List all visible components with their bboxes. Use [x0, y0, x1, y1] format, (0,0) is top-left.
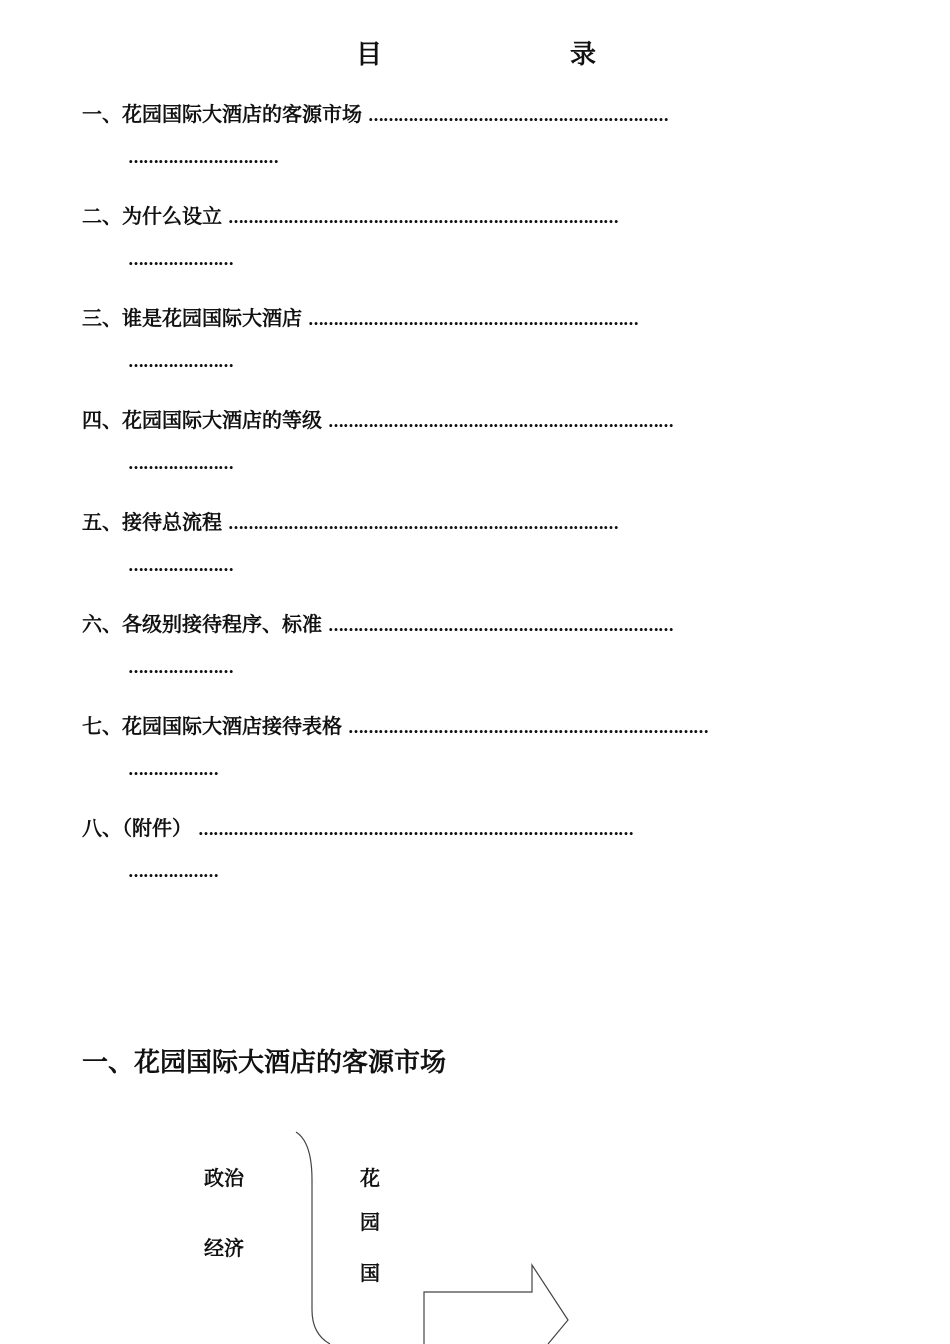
diagram-item-economy: 经济	[204, 1236, 244, 1260]
toc-entry[interactable]	[0, 812, 950, 912]
diagram-shapes	[0, 1120, 950, 1344]
toc-entry-line	[82, 404, 860, 434]
toc-entry-line	[82, 608, 860, 638]
toc-title	[0, 30, 950, 74]
toc-leader-dots: ……………………………………………………………………………	[198, 820, 633, 839]
toc-title-char-1: 目	[356, 40, 383, 70]
toc-entry-label: 五、接待总流程	[82, 510, 222, 534]
toc-leader-dots: ……………………………………………………………	[328, 412, 673, 431]
toc-entry-line	[82, 98, 860, 128]
toc-leader-dots: ……………………………………………………………………	[228, 208, 618, 227]
diagram-vertical-char: 花	[360, 1166, 380, 1190]
toc-entry[interactable]	[0, 710, 950, 810]
toc-entry-line	[82, 506, 860, 536]
toc-entry-label: 七、花园国际大酒店接待表格	[82, 714, 342, 738]
toc-entry-label: 八、（附件）	[82, 816, 192, 840]
toc-leader-dots-continued: …………………	[128, 556, 233, 575]
toc-entry[interactable]	[0, 98, 950, 198]
market-diagram	[0, 1120, 950, 1344]
toc-entry-label: 一、花园国际大酒店的客源市场	[82, 102, 362, 126]
toc-leader-dots-continued: ………………	[128, 862, 218, 881]
toc-entry[interactable]	[0, 302, 950, 402]
toc-leader-dots-continued: …………………	[128, 658, 233, 677]
brace-bracket	[296, 1132, 330, 1344]
toc-entry[interactable]	[0, 404, 950, 504]
toc-entry-label: 四、花园国际大酒店的等级	[82, 408, 322, 432]
toc-entry-line	[82, 710, 860, 740]
toc-entry-label: 三、谁是花园国际大酒店	[82, 306, 302, 330]
toc-leader-dots-continued: …………………	[128, 454, 233, 473]
toc-leader-dots-continued: …………………	[128, 352, 233, 371]
arrow-shape	[424, 1265, 568, 1344]
toc-leader-dots: …………………………………………………………	[308, 310, 638, 329]
toc-leader-dots: ……………………………………………………	[368, 106, 668, 125]
toc-leader-dots: ……………………………………………………………	[328, 616, 673, 635]
toc-entry-line	[82, 302, 860, 332]
toc-entry[interactable]	[0, 506, 950, 606]
toc-leader-dots-continued: …………………	[128, 250, 233, 269]
toc-entry-label: 六、各级别接待程序、标准	[82, 612, 322, 636]
diagram-item-politics: 政治	[204, 1166, 244, 1190]
toc-leader-dots: ……………………………………………………………………	[228, 514, 618, 533]
toc-title-char-2: 录	[570, 40, 597, 70]
toc-leader-dots-continued: …………………………	[128, 148, 278, 167]
section-heading: 一、花园国际大酒店的客源市场	[82, 1048, 447, 1078]
toc-entry-label: 二、为什么设立	[82, 204, 222, 228]
toc-entry[interactable]	[0, 608, 950, 708]
toc-entry-line	[82, 812, 860, 842]
toc-entry[interactable]	[0, 200, 950, 300]
diagram-vertical-char: 国	[360, 1261, 380, 1285]
toc-leader-dots: ………………………………………………………………	[348, 718, 708, 737]
toc-leader-dots-continued: ………………	[128, 760, 218, 779]
toc-entry-line	[82, 200, 860, 230]
diagram-vertical-char: 园	[360, 1210, 380, 1234]
